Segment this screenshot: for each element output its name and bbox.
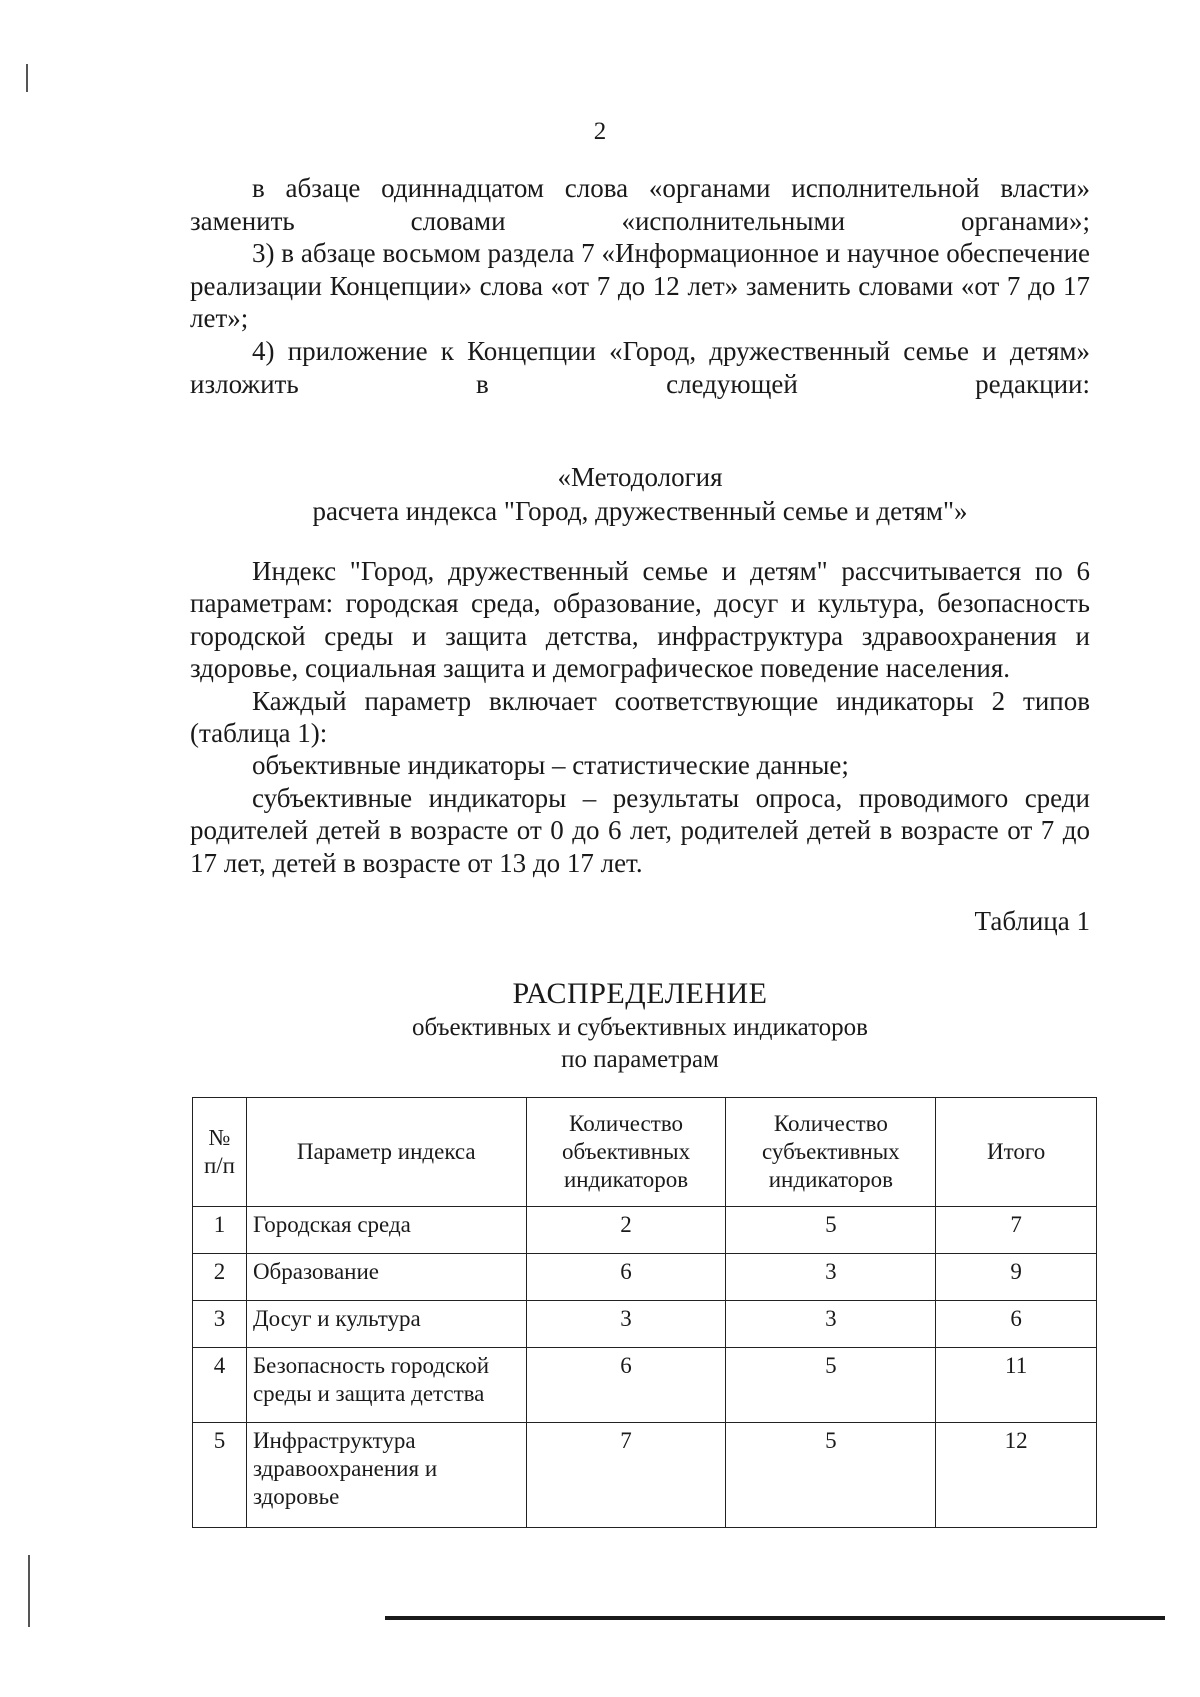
header-subjective-count: Количество субъективных индикаторов: [726, 1098, 936, 1207]
table-row: [193, 1301, 1097, 1348]
table-subtitle: по параметрам: [561, 1046, 719, 1073]
row-number: 4: [193, 1348, 247, 1423]
table-label: Таблица 1: [974, 906, 1090, 936]
row-number: 3: [193, 1301, 247, 1348]
row-subjective: 3: [726, 1254, 936, 1301]
row-parameter: Городская среда: [246, 1207, 526, 1254]
row-parameter: Досуг и культура: [246, 1301, 526, 1348]
row-total: 7: [936, 1207, 1097, 1254]
methodology-paragraph: субъективные индикаторы – результаты опроса, проводимого среди родителей детей в возрасте от 0 до 6 лет, родителей детей в возрасте от 7 до 17 лет, детей в возрасте от 13 до 17 лет.: [190, 782, 1090, 878]
table-row: [193, 1348, 1097, 1423]
row-subjective: 5: [726, 1207, 936, 1254]
methodology-paragraph: Индекс "Город, дружественный семье и детям" рассчитывается по 6 параметрам: городская среда, образование, досуг и культура, безопасность городской среды и защита детства, инфраструктура здравоохранения и здоровье, социальная защита и демографическое поведение населения.: [190, 556, 1090, 684]
row-objective: 2: [526, 1207, 726, 1254]
row-subjective: 5: [726, 1423, 936, 1528]
indicator-distribution-table: [192, 1097, 1097, 1528]
table-title: РАСПРЕДЕЛЕНИЕ: [512, 977, 768, 1010]
row-subjective: 3: [726, 1301, 936, 1348]
table-subtitle: объективных и субъективных индикаторов: [412, 1014, 868, 1041]
bottom-rule: [385, 1616, 1165, 1620]
row-number: 5: [193, 1423, 247, 1528]
table-row: [193, 1423, 1097, 1528]
methodology-paragraph: Каждый параметр включает соответствующие индикаторы 2 типов (таблица 1):: [190, 685, 1090, 749]
row-objective: 3: [526, 1301, 726, 1348]
scan-margin-mark: [28, 1555, 30, 1627]
methodology-title-line: расчета индекса "Город, дружественный семье и детям"»: [312, 496, 968, 526]
header-parameter: Параметр индекса: [246, 1098, 526, 1207]
methodology-body: [190, 555, 1090, 879]
row-total: 6: [936, 1301, 1097, 1348]
row-parameter: Образование: [246, 1254, 526, 1301]
row-parameter: Безопасность городской среды и защита детства: [246, 1348, 526, 1423]
row-total: 12: [936, 1423, 1097, 1528]
row-objective: 7: [526, 1423, 726, 1528]
row-parameter: Инфраструктура здравоохранения и здоровье: [246, 1423, 526, 1528]
row-total: 9: [936, 1254, 1097, 1301]
amendment-paragraph: 3) в абзаце восьмом раздела 7 «Информационное и научное обеспечение реализации Концепции» слова «от 7 до 12 лет» заменить словами «от 7 до 17 лет»;: [190, 238, 1090, 334]
header-total: Итого: [936, 1098, 1097, 1207]
amendment-paragraph: 4) приложение к Концепции «Город, дружественный семье и детям» изложить в следующей редакции:: [190, 335, 1090, 399]
header-number: № п/п: [193, 1098, 247, 1207]
row-objective: 6: [526, 1348, 726, 1423]
methodology-paragraph: объективные индикаторы – статистические данные;: [252, 750, 849, 781]
table-row: [193, 1207, 1097, 1254]
scan-margin-mark: [26, 64, 28, 92]
methodology-title: [190, 460, 1090, 528]
row-total: 11: [936, 1348, 1097, 1423]
amendment-paragraph: в абзаце одиннадцатом слова «органами исполнительной власти» заменить словами «исполнительными органами»;: [190, 173, 1090, 236]
table-header-row: [193, 1098, 1097, 1207]
row-number: 1: [193, 1207, 247, 1254]
table-heading: [190, 976, 1090, 1076]
row-subjective: 5: [726, 1348, 936, 1423]
row-number: 2: [193, 1254, 247, 1301]
methodology-title-line: «Методология: [557, 462, 723, 492]
table-row: [193, 1254, 1097, 1301]
header-objective-count: Количество объективных индикаторов: [526, 1098, 726, 1207]
page-number: 2: [593, 118, 607, 145]
amendments-block: [190, 172, 1090, 400]
row-objective: 6: [526, 1254, 726, 1301]
